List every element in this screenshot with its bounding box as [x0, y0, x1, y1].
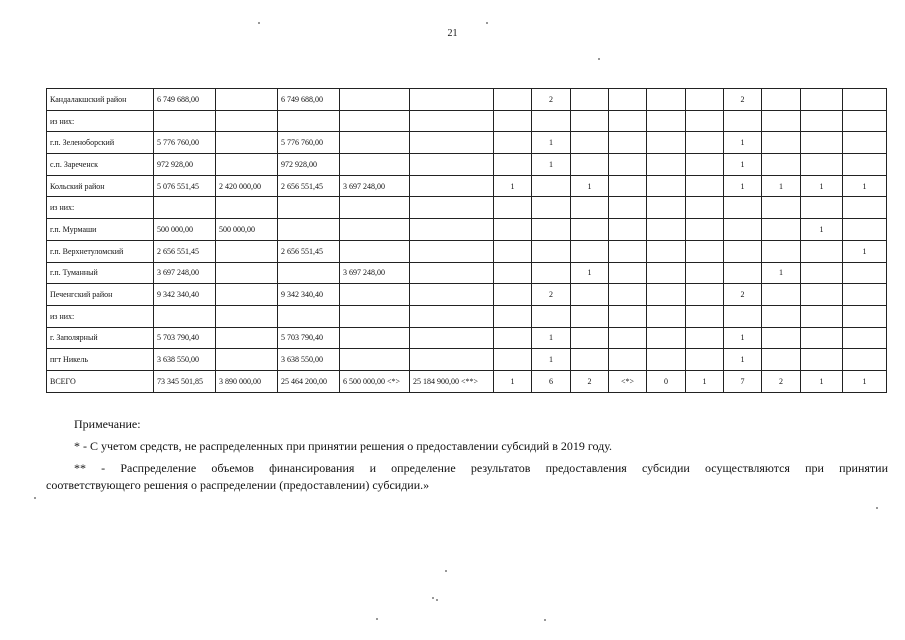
amount-cell [340, 110, 410, 132]
scan-speck [876, 507, 878, 509]
count-cell [724, 240, 762, 262]
amount-cell [340, 132, 410, 154]
count-cell [494, 262, 532, 284]
scan-speck [258, 22, 260, 24]
amount-cell: 2 420 000,00 [216, 175, 278, 197]
count-cell [532, 262, 571, 284]
amount-cell [278, 110, 340, 132]
count-cell [686, 175, 724, 197]
count-cell: 1 [843, 240, 887, 262]
count-cell [494, 240, 532, 262]
note-two [46, 460, 888, 494]
amount-cell: 25 464 200,00 [278, 370, 340, 392]
count-cell: 1 [494, 175, 532, 197]
count-cell [686, 132, 724, 154]
count-cell [571, 197, 609, 219]
count-cell [686, 240, 724, 262]
amount-cell: 9 342 340,40 [278, 284, 340, 306]
amount-cell [216, 284, 278, 306]
count-cell [686, 219, 724, 241]
count-cell [686, 284, 724, 306]
count-cell: 1 [843, 370, 887, 392]
count-cell [609, 240, 647, 262]
scan-speck [436, 599, 438, 601]
amount-cell: 5 776 760,00 [278, 132, 340, 154]
count-cell [724, 262, 762, 284]
count-cell: 1 [801, 219, 843, 241]
count-cell [571, 154, 609, 176]
amount-cell: 5 076 551,45 [154, 175, 216, 197]
amount-cell [410, 219, 494, 241]
count-cell [647, 305, 686, 327]
count-cell [571, 110, 609, 132]
scan-speck [486, 22, 488, 24]
count-cell: 1 [843, 175, 887, 197]
subsidy-distribution-table [46, 88, 887, 393]
amount-cell [216, 110, 278, 132]
table-row [47, 132, 887, 154]
count-cell: 1 [494, 370, 532, 392]
count-cell: 1 [762, 175, 801, 197]
count-cell [801, 327, 843, 349]
count-cell [801, 154, 843, 176]
count-cell: 2 [724, 89, 762, 111]
count-cell: 2 [532, 89, 571, 111]
amount-cell [410, 262, 494, 284]
count-cell [532, 197, 571, 219]
count-cell [571, 240, 609, 262]
amount-cell [278, 197, 340, 219]
amount-cell: 2 656 551,45 [278, 240, 340, 262]
count-cell: 1 [724, 327, 762, 349]
count-cell: 1 [571, 262, 609, 284]
amount-cell [340, 89, 410, 111]
count-cell [571, 219, 609, 241]
amount-cell [216, 154, 278, 176]
count-cell [532, 240, 571, 262]
count-cell [801, 305, 843, 327]
table-row [47, 219, 887, 241]
amount-cell [278, 305, 340, 327]
count-cell [494, 284, 532, 306]
amount-cell: 73 345 501,85 [154, 370, 216, 392]
count-cell [647, 349, 686, 371]
table-row [47, 197, 887, 219]
note-two-line-2: соответствующего решения о распределении (предоставлении) субсидии.» [46, 478, 430, 492]
table-row [47, 240, 887, 262]
amount-cell [340, 154, 410, 176]
count-cell [686, 110, 724, 132]
amount-cell: 5 703 790,40 [154, 327, 216, 349]
count-cell [843, 262, 887, 284]
amount-cell [340, 197, 410, 219]
amount-cell: 25 184 900,00 <**> [410, 370, 494, 392]
territory-cell: г.п. Верхнетуломский [47, 240, 154, 262]
count-cell [843, 219, 887, 241]
count-cell [494, 305, 532, 327]
count-cell [609, 110, 647, 132]
territory-cell: из них: [47, 110, 154, 132]
count-cell [686, 327, 724, 349]
amount-cell [410, 327, 494, 349]
amount-cell [154, 197, 216, 219]
amount-cell [340, 305, 410, 327]
count-cell [686, 154, 724, 176]
count-cell [801, 284, 843, 306]
count-cell [609, 327, 647, 349]
count-cell [762, 89, 801, 111]
count-cell [494, 110, 532, 132]
count-cell [762, 349, 801, 371]
scan-speck [445, 570, 447, 572]
count-cell [571, 305, 609, 327]
amount-cell: 2 656 551,45 [278, 175, 340, 197]
amount-cell [410, 240, 494, 262]
amount-cell [216, 132, 278, 154]
amount-cell [216, 89, 278, 111]
count-cell [609, 219, 647, 241]
amount-cell [154, 110, 216, 132]
note-two-line-1: ** - Распределение объемов финансирования и определение результатов предоставления субсидии осуществляются при принятии [74, 461, 888, 475]
amount-cell: 972 928,00 [278, 154, 340, 176]
count-cell [532, 305, 571, 327]
count-cell [762, 284, 801, 306]
count-cell [843, 349, 887, 371]
count-cell [724, 305, 762, 327]
territory-cell: г. Заполярный [47, 327, 154, 349]
count-cell [801, 262, 843, 284]
table-row [47, 284, 887, 306]
count-cell [532, 219, 571, 241]
count-cell: 2 [571, 370, 609, 392]
territory-cell: Кандалакшский район [47, 89, 154, 111]
count-cell: 1 [532, 132, 571, 154]
table-row [47, 262, 887, 284]
note-one: * - С учетом средств, не распределенных при принятии решения о предоставлении субсидий в 2019 году. [74, 439, 613, 453]
table-row [47, 154, 887, 176]
count-cell [843, 132, 887, 154]
territory-cell: Кольский район [47, 175, 154, 197]
table-row [47, 370, 887, 392]
territory-cell: из них: [47, 305, 154, 327]
amount-cell [410, 197, 494, 219]
amount-cell: 6 749 688,00 [154, 89, 216, 111]
scan-speck [544, 619, 546, 621]
amount-cell [410, 349, 494, 371]
amount-cell: 2 656 551,45 [154, 240, 216, 262]
count-cell [532, 110, 571, 132]
amount-cell [340, 284, 410, 306]
amount-cell [410, 284, 494, 306]
count-cell: 7 [724, 370, 762, 392]
count-cell [571, 132, 609, 154]
count-cell: 1 [762, 262, 801, 284]
count-cell [762, 132, 801, 154]
notes-section [46, 416, 888, 494]
territory-cell: ВСЕГО [47, 370, 154, 392]
amount-cell [216, 327, 278, 349]
count-cell: 1 [724, 154, 762, 176]
amount-cell [340, 349, 410, 371]
count-cell [609, 89, 647, 111]
amount-cell [216, 240, 278, 262]
scan-speck [598, 58, 600, 60]
count-cell: 1 [571, 175, 609, 197]
count-cell [494, 132, 532, 154]
count-cell: <*> [609, 370, 647, 392]
count-cell [609, 305, 647, 327]
count-cell [801, 110, 843, 132]
table-row [47, 327, 887, 349]
count-cell [494, 89, 532, 111]
amount-cell [216, 305, 278, 327]
count-cell [843, 305, 887, 327]
count-cell [609, 175, 647, 197]
count-cell [609, 132, 647, 154]
count-cell [647, 219, 686, 241]
count-cell [647, 262, 686, 284]
amount-cell [340, 240, 410, 262]
territory-cell: г.п. Мурмаши [47, 219, 154, 241]
table-row [47, 110, 887, 132]
count-cell [686, 197, 724, 219]
count-cell [843, 110, 887, 132]
amount-cell: 5 776 760,00 [154, 132, 216, 154]
count-cell [686, 349, 724, 371]
count-cell: 1 [801, 175, 843, 197]
amount-cell [216, 262, 278, 284]
count-cell: 2 [532, 284, 571, 306]
scan-speck [34, 497, 36, 499]
count-cell [843, 197, 887, 219]
count-cell [762, 327, 801, 349]
count-cell [686, 305, 724, 327]
amount-cell [216, 197, 278, 219]
amount-cell [410, 305, 494, 327]
count-cell [571, 349, 609, 371]
count-cell [762, 197, 801, 219]
count-cell: 1 [532, 154, 571, 176]
count-cell: 2 [724, 284, 762, 306]
amount-cell [410, 154, 494, 176]
count-cell [724, 197, 762, 219]
count-cell [494, 154, 532, 176]
amount-cell: 3 890 000,00 [216, 370, 278, 392]
count-cell [762, 110, 801, 132]
count-cell [843, 284, 887, 306]
count-cell [532, 175, 571, 197]
count-cell [647, 175, 686, 197]
count-cell [647, 327, 686, 349]
count-cell: 1 [724, 132, 762, 154]
territory-cell: г.п. Зеленоборский [47, 132, 154, 154]
territory-cell: г.п. Туманный [47, 262, 154, 284]
territory-cell: Печенгский район [47, 284, 154, 306]
count-cell [762, 240, 801, 262]
amount-cell: 500 000,00 [154, 219, 216, 241]
count-cell [494, 327, 532, 349]
count-cell [647, 110, 686, 132]
scan-speck [376, 618, 378, 620]
count-cell: 2 [762, 370, 801, 392]
count-cell: 6 [532, 370, 571, 392]
count-cell [609, 284, 647, 306]
amount-cell: 3 697 248,00 [154, 262, 216, 284]
amount-cell [340, 327, 410, 349]
count-cell [843, 89, 887, 111]
amount-cell: 972 928,00 [154, 154, 216, 176]
amount-cell [154, 305, 216, 327]
amount-cell [410, 132, 494, 154]
amount-cell: 3 697 248,00 [340, 175, 410, 197]
table-row [47, 305, 887, 327]
count-cell [762, 154, 801, 176]
amount-cell: 9 342 340,40 [154, 284, 216, 306]
count-cell [609, 154, 647, 176]
count-cell [801, 349, 843, 371]
count-cell [494, 349, 532, 371]
count-cell: 1 [532, 327, 571, 349]
scan-speck [432, 597, 434, 599]
count-cell [494, 197, 532, 219]
count-cell [801, 132, 843, 154]
count-cell [801, 240, 843, 262]
count-cell [647, 240, 686, 262]
count-cell [571, 327, 609, 349]
count-cell [609, 262, 647, 284]
amount-cell [278, 262, 340, 284]
notes-title: Примечание: [74, 417, 141, 431]
count-cell: 1 [532, 349, 571, 371]
amount-cell [216, 349, 278, 371]
amount-cell: 6 749 688,00 [278, 89, 340, 111]
count-cell [609, 349, 647, 371]
table-row [47, 349, 887, 371]
territory-cell: с.п. Зареченск [47, 154, 154, 176]
count-cell [494, 219, 532, 241]
count-cell [843, 327, 887, 349]
amount-cell [410, 110, 494, 132]
count-cell [801, 197, 843, 219]
count-cell [724, 110, 762, 132]
count-cell: 1 [724, 349, 762, 371]
count-cell [762, 305, 801, 327]
table-row [47, 89, 887, 111]
territory-cell: пгт Никель [47, 349, 154, 371]
amount-cell: 3 638 550,00 [278, 349, 340, 371]
count-cell [686, 89, 724, 111]
count-cell [647, 89, 686, 111]
territory-cell: из них: [47, 197, 154, 219]
count-cell: 0 [647, 370, 686, 392]
count-cell [647, 132, 686, 154]
count-cell [647, 154, 686, 176]
count-cell: 1 [724, 175, 762, 197]
count-cell [843, 154, 887, 176]
table-row [47, 175, 887, 197]
amount-cell [410, 89, 494, 111]
amount-cell: 5 703 790,40 [278, 327, 340, 349]
amount-cell: 500 000,00 [216, 219, 278, 241]
count-cell [724, 219, 762, 241]
count-cell: 1 [686, 370, 724, 392]
amount-cell [340, 219, 410, 241]
count-cell [686, 262, 724, 284]
amount-cell [278, 219, 340, 241]
table-body [47, 89, 887, 393]
amount-cell [410, 175, 494, 197]
count-cell [801, 89, 843, 111]
amount-cell: 3 638 550,00 [154, 349, 216, 371]
count-cell [571, 89, 609, 111]
count-cell [609, 197, 647, 219]
count-cell [647, 197, 686, 219]
amount-cell: 3 697 248,00 [340, 262, 410, 284]
count-cell: 1 [801, 370, 843, 392]
count-cell [647, 284, 686, 306]
count-cell [762, 219, 801, 241]
amount-cell: 6 500 000,00 <*> [340, 370, 410, 392]
count-cell [571, 284, 609, 306]
page-number: 21 [447, 28, 458, 39]
